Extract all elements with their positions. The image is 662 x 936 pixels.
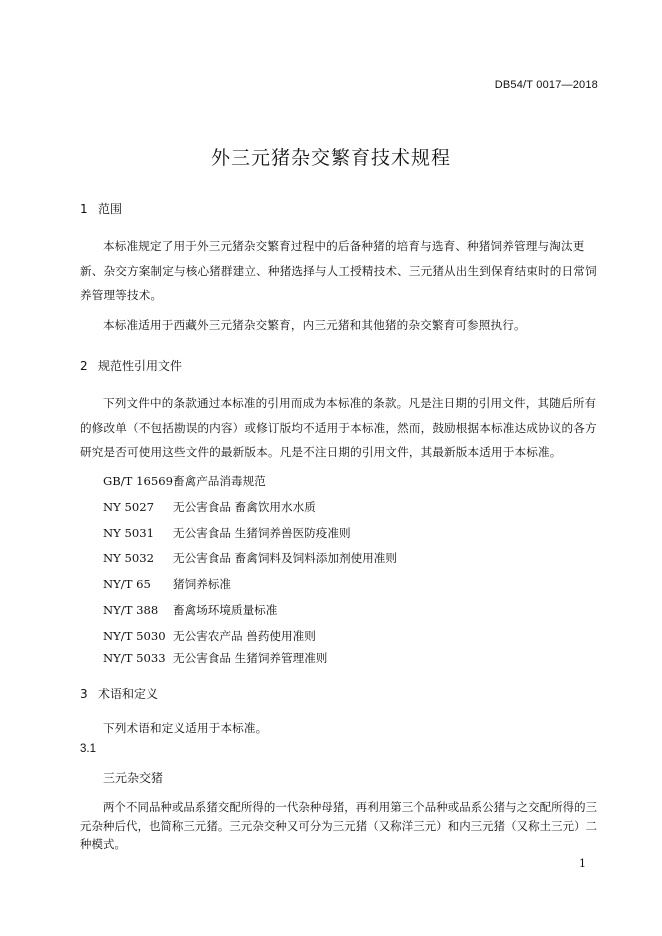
reference-code: NY/T 5033 — [103, 651, 166, 665]
reference-code: NY/T 65 — [103, 577, 151, 591]
reference-item — [103, 576, 231, 592]
section-2-heading — [80, 357, 182, 374]
reference-code: NY/T 388 — [103, 603, 159, 617]
section-1-heading — [80, 200, 122, 217]
reference-item — [103, 499, 316, 515]
section-title: 规范性引用文件 — [98, 359, 183, 373]
reference-name: 无公害农产品 兽药使用准则 — [173, 629, 316, 643]
reference-code: NY 5027 — [103, 500, 154, 514]
term-definition: 两个不同品种或品系猪交配所得的一代杂种母猪，再利用第三个品种或品系公猪与之交配所得的三元杂种后代，也简称三元猪。三元杂交种又可分为三元猪（又称洋三元）和内三元猪（又称土三元）二种模式。 — [80, 800, 598, 851]
reference-code: NY 5031 — [103, 526, 154, 540]
reference-code: NY 5032 — [103, 551, 154, 565]
reference-name: 畜禽场环境质量标准 — [173, 603, 278, 617]
section-title: 范围 — [98, 202, 123, 216]
reference-item — [103, 602, 277, 618]
reference-name: 无公害食品 畜禽饮用水水质 — [173, 500, 316, 514]
reference-name: 无公害食品 畜禽饲料及饲料添加剂使用准则 — [173, 551, 397, 565]
reference-name: 无公害食品 生猪饲养兽医防疫准则 — [173, 526, 351, 540]
page-number: 1 — [579, 857, 586, 870]
term-number: 3.1 — [80, 743, 96, 755]
reference-code: NY/T 5030 — [103, 629, 166, 643]
reference-item — [103, 473, 266, 489]
reference-name: 猪饲养标准 — [173, 577, 231, 591]
section-3-heading — [80, 685, 158, 702]
reference-name: 畜禽产品消毒规范 — [173, 474, 266, 488]
section-number: 3 — [80, 687, 88, 701]
reference-item — [103, 650, 327, 666]
document-code: DB54/T 0017—2018 — [494, 79, 598, 91]
reference-name: 无公害食品 生猪饲养管理准则 — [173, 651, 328, 665]
reference-item — [103, 525, 351, 541]
reference-item — [103, 628, 316, 644]
section-2-paragraph-1: 下列文件中的条款通过本标准的引用而成为本标准的条款。凡是注日期的引用文件，其随后所有的修改单（不包括勘误的内容）或修订版均不适用于本标准，然而，鼓励根据本标准达成协议的各方研究是否可使用这些文件的最新版本。凡是不注日期的引用文件，其最新版本适用于本标准。 — [80, 396, 597, 459]
section-1-paragraph-1: 本标准规定了用于外三元猪杂交繁育过程中的后备种猪的培育与选育、种猪饲养管理与淘汰更新、杂交方案制定与核心猪群建立、种猪选择与人工授精技术、三元猪从出生到保育结束时的日常饲养管理等技术。 — [80, 239, 597, 302]
section-title: 术语和定义 — [98, 687, 159, 701]
section-number: 1 — [80, 202, 88, 216]
section-number: 2 — [80, 359, 88, 373]
reference-item — [103, 550, 397, 566]
section-3-paragraph-1: 下列术语和定义适用于本标准。 — [103, 721, 268, 735]
term-title: 三元杂交猪 — [103, 771, 164, 785]
document-title: 外三元猪杂交繁育技术规程 — [210, 147, 451, 169]
section-1-paragraph-2: 本标准适用于西藏外三元猪杂交繁育，内三元猪和其他猪的杂交繁育可参照执行。 — [103, 318, 526, 332]
reference-code: GB/T 16569 — [103, 474, 173, 488]
